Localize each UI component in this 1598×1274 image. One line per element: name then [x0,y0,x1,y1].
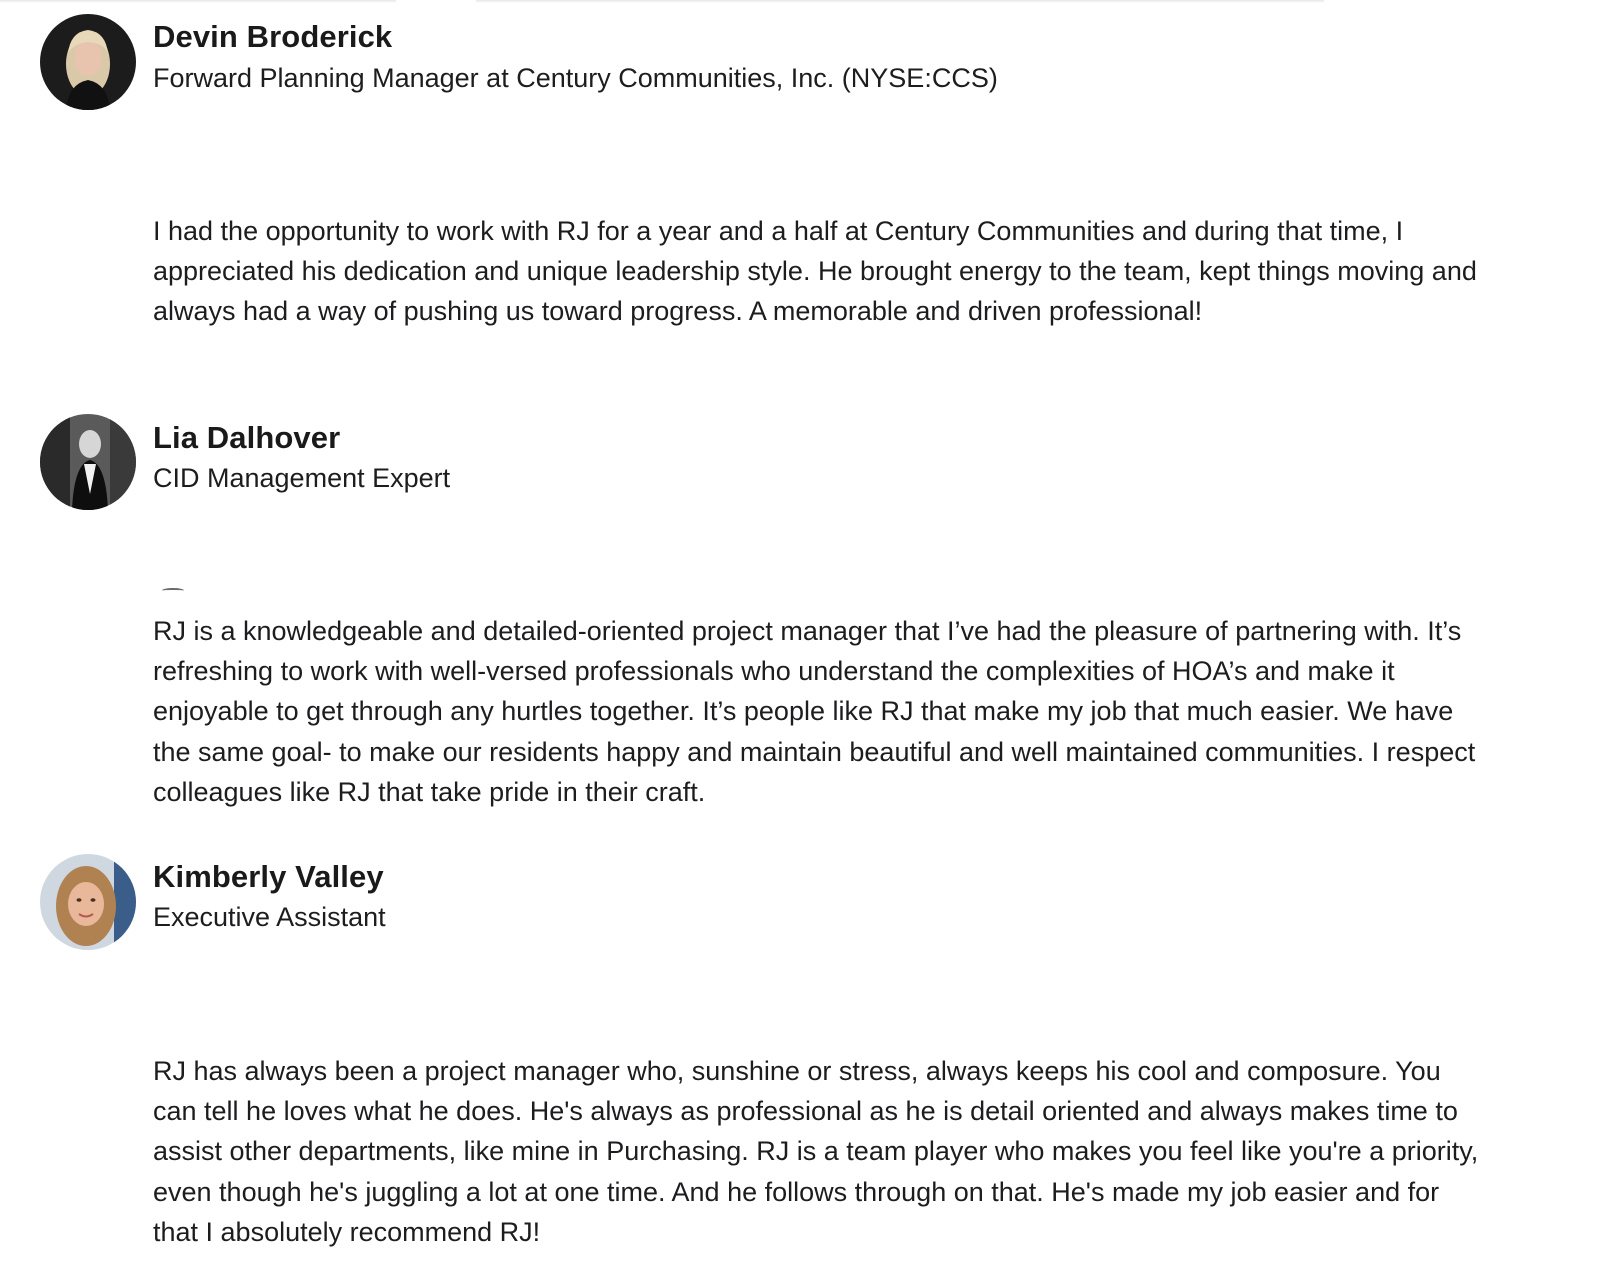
recommendation-card-lia-dalhover [0,400,1598,840]
recommender-name[interactable]: Lia Dalhover [153,420,341,455]
recommendation-text: RJ has always been a project manager who, sunshine or stress, always keeps his cool and composure. You can tell he loves what he does. He's always as professional as he is detail oriented and always makes time to assist other departments, like mine in Purchasing. RJ is a team player who makes you feel like you're a priority, even though he's juggling a lot at one time. And he follows through on that. He's made my job easier and for that I absolutely recommend RJ! [153,1056,1479,1247]
recommender-headline: Forward Planning Manager at Century Communities, Inc. (NYSE:CCS) [153,63,998,93]
profile-photo-icon [40,854,136,950]
profile-photo-icon [40,414,136,510]
avatar[interactable] [40,854,136,950]
avatar[interactable] [40,14,136,110]
divider-mark [162,588,184,593]
recommender-headline: CID Management Expert [153,463,451,493]
recommendation-text: RJ is a knowledgeable and detailed-oriented project manager that I’ve had the pleasure of partnering with. It’s refreshing to work with well-versed professionals who understand the complexities of HOA’s and make it enjoyable to get through any hurtles together. It’s people like RJ that make my job that much easier. We have the same goal- to make our residents happy and maintain beautiful and well maintained communities. I respect colleagues like RJ that take pride in their craft. [153,616,1476,807]
recommender-headline: Executive Assistant [153,902,386,932]
recommendation-text: I had the opportunity to work with RJ for a year and a half at Century Communities and during that time, I appreciated his dedication and unique leadership style. He brought energy to the team, kept things moving and always had a way of pushing us toward progress. A memorable and driven professional! [153,216,1477,327]
recommendation-card-kimberly-valley [0,840,1598,1274]
recommender-name[interactable]: Devin Broderick [153,19,393,54]
recommendation-card-devin-broderick [0,0,1598,400]
avatar[interactable] [40,414,136,510]
profile-photo-icon [40,14,136,110]
recommender-name[interactable]: Kimberly Valley [153,859,384,894]
